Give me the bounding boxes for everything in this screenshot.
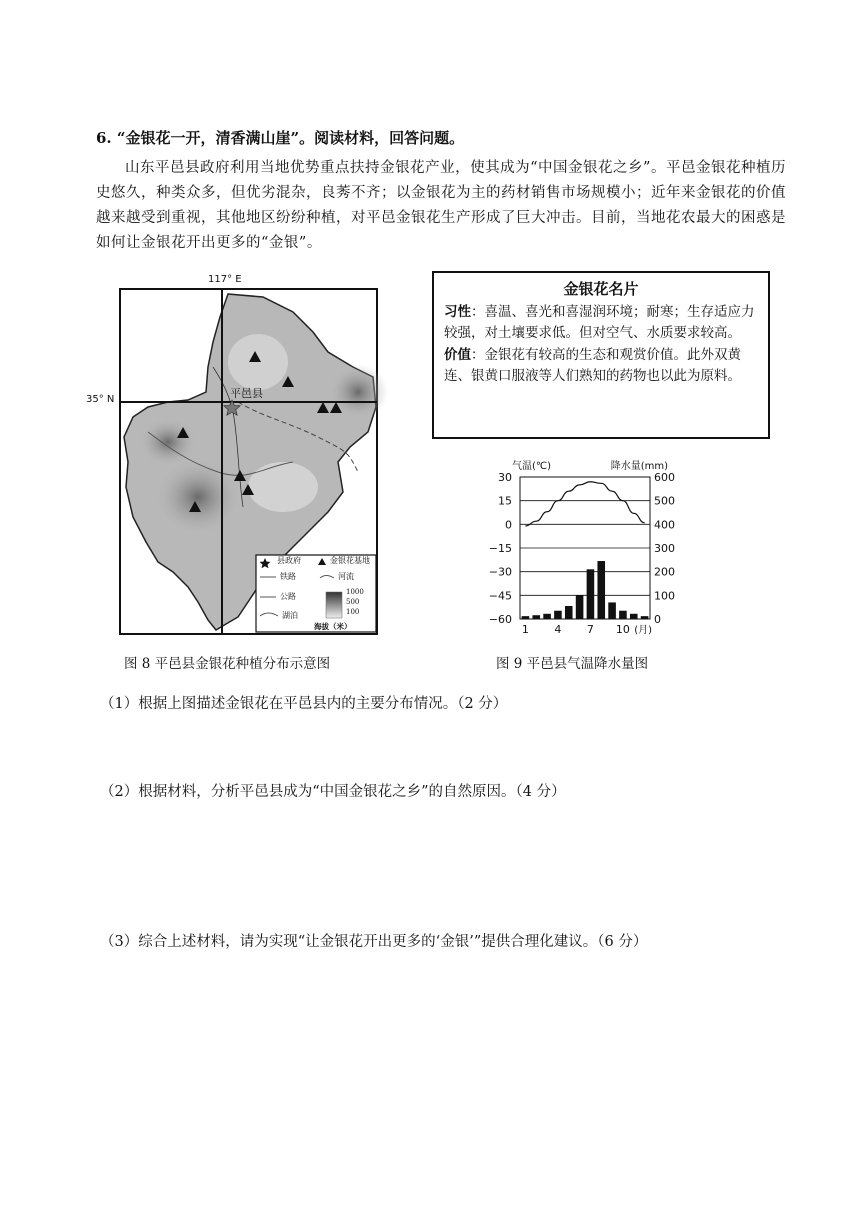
right-tick-label: 600 — [654, 471, 675, 484]
map-caption: 图 8 平邑县金银花种植分布示意图 — [124, 656, 331, 672]
precip-bar — [522, 616, 530, 619]
card-value-text: ：金银花有较高的生态和观赏价值。此外双黄连、银黄口服液等人们熟知的药物也以此为原料。 — [444, 346, 741, 384]
legend-rail: 铁路 — [280, 572, 296, 581]
card-habit-label: 习性 — [444, 303, 471, 320]
precip-bar — [576, 595, 584, 619]
legend-river: 河流 — [338, 572, 354, 581]
legend-elev-low: 100 — [346, 608, 360, 616]
precip-bar — [597, 561, 605, 619]
sub-question-1: （1）根据上图描述金银花在平邑县内的主要分布情况。（2 分） — [100, 696, 508, 712]
climate-chart — [470, 452, 690, 642]
legend-elev-mid: 500 — [346, 598, 360, 606]
county-map — [88, 272, 388, 642]
precip-bar — [587, 569, 595, 619]
precip-bar — [608, 602, 616, 619]
left-tick-label: −15 — [488, 542, 512, 555]
question-title: 6. “金银花一开，清香满山崖”。阅读材料，回答问题。 — [96, 129, 465, 147]
county-seat-label: 平邑县 — [230, 387, 263, 400]
temperature-line — [525, 482, 644, 526]
left-tick-label: −45 — [488, 589, 512, 603]
x-axis-label: (月) — [634, 625, 652, 636]
chart-caption: 图 9 平邑县气温降水量图 — [496, 656, 649, 672]
question-material: 山东平邑县政府利用当地优势重点扶持金银花产业，使其成为“中国金银花之乡”。平邑金银花种植历史悠久，种类众多，但优劣混杂，良莠不齐；以金银花为主的药材销售市场规模小；近年来金银花的价值越来越受到重视，其他地区纷纷种植，对平邑金银花生产形成了巨大冲击。目前，当地花农最大的困惑是如何让金银花开出更多的“金银”。 — [96, 160, 786, 251]
x-tick-label: 10 — [615, 623, 630, 636]
precip-axis-label: 降水量(mm) — [610, 461, 668, 472]
card-title: 金银花名片 — [563, 280, 639, 298]
left-tick-label: 30 — [498, 471, 512, 484]
latitude-label: 35° N — [86, 394, 115, 405]
right-tick-label: 400 — [654, 518, 675, 532]
card-value — [444, 345, 758, 388]
legend-road: 公路 — [280, 592, 296, 601]
legend-elev-high: 1000 — [346, 588, 364, 596]
precip-bar — [641, 616, 649, 619]
honeysuckle-card — [432, 271, 770, 439]
right-tick-label: 100 — [654, 589, 675, 603]
precip-bar — [630, 614, 638, 619]
card-value-label: 价值 — [444, 346, 471, 363]
x-tick-label: 1 — [521, 623, 529, 636]
x-tick-label: 4 — [554, 623, 562, 636]
card-habit — [444, 302, 758, 345]
legend-base: 金银花基地 — [330, 556, 370, 565]
precip-bar — [619, 611, 627, 619]
map-figure — [88, 272, 388, 642]
legend-gov: 县政府 — [277, 556, 301, 565]
precip-bar — [532, 615, 540, 619]
climate-chart-svg — [470, 452, 690, 642]
right-tick-label: 0 — [654, 613, 661, 626]
x-tick-label: 7 — [586, 623, 594, 636]
legend-elev-title: 海拔（米） — [314, 622, 352, 631]
right-tick-label: 500 — [654, 494, 675, 508]
sub-question-3: （3）综合上述材料，请为实现“让金银花开出更多的‘金银’”提供合理化建议。（6 分） — [100, 934, 648, 950]
longitude-label: 117° E — [208, 274, 242, 285]
left-tick-label: −60 — [488, 613, 512, 626]
precip-bar — [565, 606, 573, 619]
precip-bar — [543, 614, 551, 619]
legend-lake: 湖泊 — [282, 611, 298, 620]
sub-question-2: （2）根据材料，分析平邑县成为“中国金银花之乡”的自然原因。（4 分） — [100, 784, 566, 800]
right-tick-label: 200 — [654, 565, 675, 579]
precip-bar — [554, 611, 562, 619]
card-habit-text: ：喜温、喜光和喜湿润环境；耐寒；生存适应力较强，对土壤要求低。但对空气、水质要求较高。 — [444, 303, 755, 341]
temp-axis-label: 气温(℃) — [512, 461, 552, 472]
left-tick-label: −30 — [488, 565, 512, 579]
left-tick-label: 15 — [498, 494, 512, 508]
right-tick-label: 300 — [654, 542, 675, 555]
left-tick-label: 0 — [505, 518, 512, 532]
